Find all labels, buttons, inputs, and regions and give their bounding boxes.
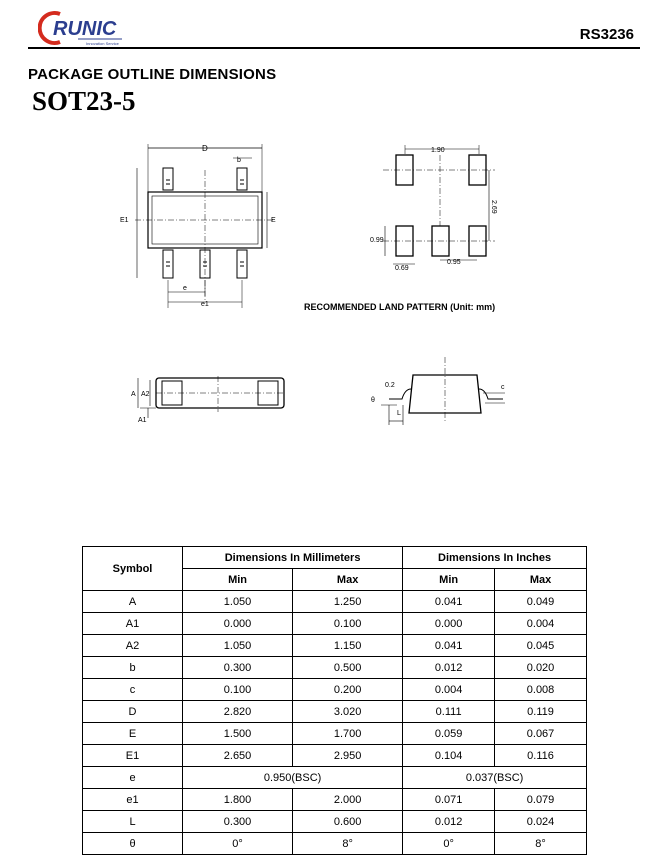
mm-max-cell: 0.100 <box>293 613 403 635</box>
symbol-cell: c <box>83 679 183 701</box>
in-max-cell: 0.079 <box>495 789 587 811</box>
mm-min-cell: 0.300 <box>183 811 293 833</box>
dim-pitch-x-label: 1.90 <box>431 147 445 154</box>
in-max-cell: 0.049 <box>495 591 587 613</box>
mm-max-cell: 0.200 <box>293 679 403 701</box>
mm-min-cell: 0.000 <box>183 613 293 635</box>
table-row <box>83 679 587 701</box>
dim-A2-label: A2 <box>141 391 150 398</box>
land-pattern-drawing <box>365 140 505 275</box>
in-max-header: Max <box>495 569 587 591</box>
package-name: SOT23-5 <box>32 86 136 116</box>
symbol-cell: E1 <box>83 745 183 767</box>
symbol-cell: A2 <box>83 635 183 657</box>
land-pattern-caption: RECOMMENDED LAND PATTERN (Unit: mm) <box>304 302 496 312</box>
in-max-cell: 0.024 <box>495 811 587 833</box>
dim-pitch-y-label: 2.69 <box>490 200 497 214</box>
symbol-cell: A1 <box>83 613 183 635</box>
mm-min-cell: 1.050 <box>183 635 293 657</box>
mm-max-cell: 2.950 <box>293 745 403 767</box>
symbol-header: Symbol <box>83 547 183 591</box>
mm-max-cell: 0.600 <box>293 811 403 833</box>
table-row <box>83 833 587 855</box>
end-view-drawing <box>365 355 525 435</box>
table-row <box>83 745 587 767</box>
symbol-cell: e1 <box>83 789 183 811</box>
mm-max-cell: 3.020 <box>293 701 403 723</box>
in-min-cell: 0° <box>403 833 495 855</box>
in-span-cell: 0.037(BSC) <box>403 767 587 789</box>
mm-max-cell: 1.250 <box>293 591 403 613</box>
in-max-cell: 8° <box>495 833 587 855</box>
logo-text: RUNIC <box>53 18 117 40</box>
dim-L-label: L <box>397 410 401 417</box>
table-row <box>83 811 587 833</box>
in-max-cell: 0.116 <box>495 745 587 767</box>
symbol-cell: D <box>83 701 183 723</box>
top-view-drawing <box>115 140 305 310</box>
table-row <box>83 789 587 811</box>
dim-pitch-label: 0.95 <box>447 259 461 266</box>
dim-pad-h-label: 0.99 <box>370 237 384 244</box>
in-min-cell: 0.004 <box>403 679 495 701</box>
in-max-cell: 0.004 <box>495 613 587 635</box>
dim-e-label: e <box>183 285 187 292</box>
symbol-cell: θ <box>83 833 183 855</box>
dim-E1-label: E1 <box>120 217 129 224</box>
in-min-header: Min <box>403 569 495 591</box>
mm-span-cell: 0.950(BSC) <box>183 767 403 789</box>
table-row <box>83 591 587 613</box>
mm-min-cell: 0.300 <box>183 657 293 679</box>
mm-min-cell: 2.650 <box>183 745 293 767</box>
dim-b-label: b <box>237 157 241 164</box>
mm-max-cell: 1.150 <box>293 635 403 657</box>
mm-min-cell: 2.820 <box>183 701 293 723</box>
in-max-cell: 0.020 <box>495 657 587 679</box>
mm-min-cell: 1.050 <box>183 591 293 613</box>
symbol-cell: e <box>83 767 183 789</box>
mm-min-cell: 0° <box>183 833 293 855</box>
logo-mark <box>38 8 134 46</box>
dimensions-table <box>82 546 587 855</box>
in-max-cell: 0.045 <box>495 635 587 657</box>
dim-E-label: E <box>271 217 276 224</box>
in-min-cell: 0.041 <box>403 591 495 613</box>
logo <box>38 8 134 46</box>
in-min-cell: 0.104 <box>403 745 495 767</box>
table-row <box>83 613 587 635</box>
in-min-cell: 0.071 <box>403 789 495 811</box>
inch-header: Dimensions In Inches <box>403 547 587 569</box>
dim-D-label: D <box>202 144 208 153</box>
table-row <box>83 767 587 789</box>
logo-tagline: Innovation Service <box>86 41 119 46</box>
gauge-label: 0.2 <box>385 382 395 389</box>
mm-max-cell: 8° <box>293 833 403 855</box>
table-header-row <box>83 547 587 569</box>
dim-e1-label: e1 <box>201 301 209 308</box>
in-min-cell: 0.041 <box>403 635 495 657</box>
symbol-cell: L <box>83 811 183 833</box>
dim-pad-w-label: 0.69 <box>395 265 409 272</box>
symbol-cell: E <box>83 723 183 745</box>
mm-max-header: Max <box>293 569 403 591</box>
in-min-cell: 0.059 <box>403 723 495 745</box>
in-max-cell: 0.119 <box>495 701 587 723</box>
theta-label: θ <box>371 397 375 404</box>
mm-min-header: Min <box>183 569 293 591</box>
table-row <box>83 723 587 745</box>
dim-c-label: c <box>501 384 505 391</box>
mm-min-cell: 0.100 <box>183 679 293 701</box>
mm-max-cell: 2.000 <box>293 789 403 811</box>
in-max-cell: 0.067 <box>495 723 587 745</box>
in-max-cell: 0.008 <box>495 679 587 701</box>
dim-A-label: A <box>131 391 136 398</box>
side-view-drawing <box>128 368 298 428</box>
mm-max-cell: 1.700 <box>293 723 403 745</box>
part-number: RS3236 <box>579 26 634 43</box>
table-row <box>83 635 587 657</box>
section-title: PACKAGE OUTLINE DIMENSIONS <box>28 66 277 83</box>
symbol-cell: A <box>83 591 183 613</box>
in-min-cell: 0.012 <box>403 811 495 833</box>
symbol-cell: b <box>83 657 183 679</box>
mm-min-cell: 1.800 <box>183 789 293 811</box>
header-divider <box>28 47 640 49</box>
mm-header: Dimensions In Millimeters <box>183 547 403 569</box>
table-row <box>83 701 587 723</box>
in-min-cell: 0.000 <box>403 613 495 635</box>
dim-A1-label: A1 <box>138 417 147 424</box>
table-row <box>83 657 587 679</box>
in-min-cell: 0.012 <box>403 657 495 679</box>
mm-min-cell: 1.500 <box>183 723 293 745</box>
mm-max-cell: 0.500 <box>293 657 403 679</box>
in-min-cell: 0.111 <box>403 701 495 723</box>
